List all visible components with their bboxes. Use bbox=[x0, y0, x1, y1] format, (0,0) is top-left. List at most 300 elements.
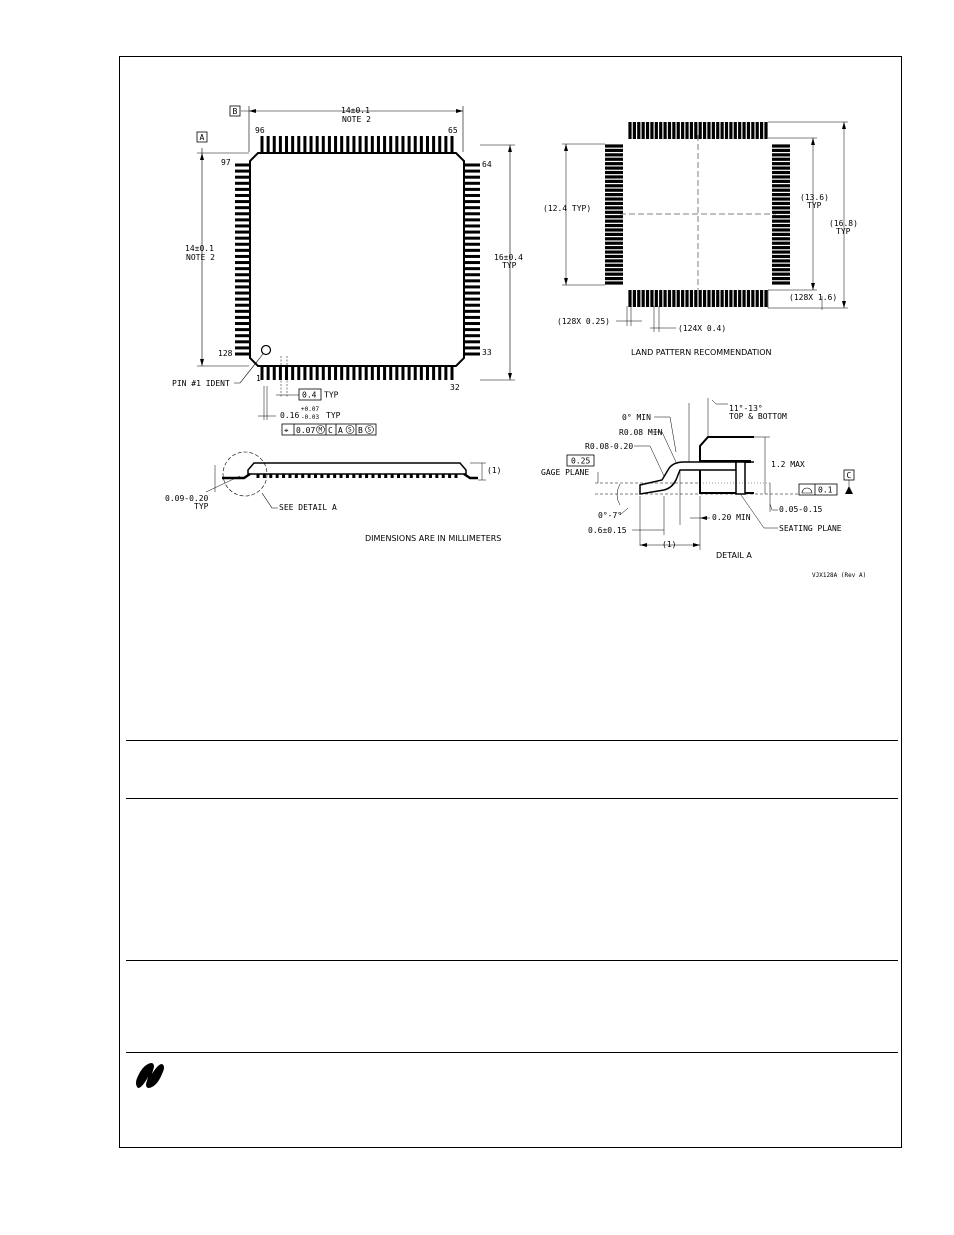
span-dimension: 16±0.4 bbox=[494, 253, 523, 262]
pad bbox=[605, 233, 623, 236]
side-lead bbox=[403, 474, 406, 478]
pad bbox=[772, 277, 790, 280]
fcf-datum-b: B bbox=[358, 426, 363, 435]
fcf-rfs-1: S bbox=[348, 426, 352, 434]
lead bbox=[235, 231, 250, 234]
pad bbox=[605, 250, 623, 253]
lead bbox=[464, 267, 480, 270]
lead bbox=[464, 261, 480, 264]
lead bbox=[346, 366, 349, 380]
side-lead bbox=[257, 474, 260, 478]
pad bbox=[605, 149, 623, 152]
lead bbox=[235, 273, 250, 276]
leads-bottom-row bbox=[261, 366, 454, 380]
fcf-rfs-2: S bbox=[367, 426, 372, 434]
pin1-ident-label: PIN #1 IDENT bbox=[172, 379, 230, 388]
pad bbox=[734, 290, 737, 307]
pad bbox=[772, 197, 790, 200]
lead bbox=[395, 366, 398, 380]
pad bbox=[605, 237, 623, 240]
min-angle: 0° MIN bbox=[622, 413, 651, 422]
pitch-typ: TYP bbox=[324, 390, 339, 400]
lead bbox=[464, 279, 480, 282]
side-lead bbox=[416, 474, 419, 478]
pad bbox=[772, 264, 790, 267]
pitch-value: 0.4 bbox=[302, 390, 317, 400]
pad bbox=[772, 273, 790, 276]
lead bbox=[235, 298, 250, 301]
pad bbox=[605, 268, 623, 271]
pad bbox=[605, 211, 623, 214]
pad bbox=[605, 277, 623, 280]
lead bbox=[235, 292, 250, 295]
lead bbox=[401, 366, 404, 380]
lead bbox=[389, 136, 392, 153]
pad bbox=[605, 144, 623, 147]
fcf-datum-c: C bbox=[328, 426, 333, 435]
see-detail-label: SEE DETAIL A bbox=[279, 503, 337, 512]
standoff: 0.05-0.15 bbox=[779, 505, 823, 514]
pad bbox=[605, 273, 623, 276]
pad bbox=[663, 290, 666, 307]
lead bbox=[322, 366, 325, 380]
pad bbox=[605, 259, 623, 262]
side-lead bbox=[288, 474, 291, 478]
pad bbox=[772, 220, 790, 223]
lead bbox=[464, 353, 480, 356]
side-lead bbox=[269, 474, 272, 478]
pad bbox=[642, 290, 645, 307]
lead bbox=[352, 136, 355, 153]
foot-reference: (1) bbox=[662, 540, 677, 549]
side-lead bbox=[423, 474, 426, 478]
side-lead bbox=[327, 474, 330, 478]
side-lead bbox=[442, 474, 445, 478]
lead bbox=[322, 136, 325, 153]
lead-thickness: 0.09-0.20 bbox=[165, 494, 209, 503]
lead bbox=[235, 249, 250, 252]
side-lead bbox=[371, 474, 374, 478]
units-note: DIMENSIONS ARE IN MILLIMETERS bbox=[365, 534, 502, 543]
detail-lead bbox=[640, 462, 750, 494]
land-width-typ: (12.4 TYP) bbox=[543, 204, 592, 213]
pads-left-column bbox=[605, 144, 623, 284]
pad bbox=[772, 237, 790, 240]
leads-top-row bbox=[261, 136, 454, 153]
detail-a bbox=[541, 398, 866, 579]
pad bbox=[677, 122, 680, 139]
lead bbox=[464, 304, 480, 307]
lead bbox=[464, 212, 480, 215]
pad bbox=[605, 264, 623, 267]
pad bbox=[633, 122, 636, 139]
pad bbox=[772, 162, 790, 165]
lead bbox=[334, 366, 337, 380]
lead-tol-plus: +0.07 bbox=[301, 406, 320, 413]
side-view bbox=[165, 452, 501, 543]
detail-a-caption: DETAIL A bbox=[716, 551, 752, 560]
side-lead bbox=[320, 474, 323, 478]
pad bbox=[772, 224, 790, 227]
lead bbox=[464, 200, 480, 203]
lead-width: 0.16 bbox=[280, 411, 300, 420]
lead bbox=[235, 206, 250, 209]
pad bbox=[633, 290, 636, 307]
side-lead bbox=[346, 474, 349, 478]
pad bbox=[772, 228, 790, 231]
height-note: NOTE 2 bbox=[186, 253, 215, 262]
pad bbox=[605, 202, 623, 205]
lead-min: 0.20 MIN bbox=[712, 513, 751, 522]
lead bbox=[235, 237, 250, 240]
pad bbox=[738, 290, 741, 307]
lead bbox=[420, 136, 423, 153]
lead bbox=[235, 261, 250, 264]
lead bbox=[340, 366, 343, 380]
pads-right-column bbox=[772, 144, 790, 284]
feature-control-frame bbox=[282, 424, 376, 435]
lead bbox=[285, 366, 288, 380]
lead bbox=[464, 218, 480, 221]
pad bbox=[605, 166, 623, 169]
lead bbox=[316, 136, 319, 153]
pad bbox=[712, 290, 715, 307]
lead bbox=[235, 279, 250, 282]
side-lead bbox=[448, 474, 451, 478]
pad bbox=[772, 255, 790, 258]
lead bbox=[426, 136, 429, 153]
pad bbox=[716, 122, 719, 139]
lead bbox=[235, 182, 250, 185]
pad bbox=[764, 122, 767, 139]
pad bbox=[772, 158, 790, 161]
pad bbox=[605, 193, 623, 196]
lead bbox=[235, 188, 250, 191]
pin-number-97: 97 bbox=[221, 158, 231, 167]
lead bbox=[464, 170, 480, 173]
pad bbox=[738, 122, 741, 139]
lead bbox=[464, 322, 480, 325]
pad bbox=[642, 122, 645, 139]
lead bbox=[235, 170, 250, 173]
pad bbox=[772, 171, 790, 174]
pad bbox=[772, 206, 790, 209]
pad bbox=[663, 122, 666, 139]
pad bbox=[628, 122, 631, 139]
lead bbox=[261, 366, 264, 380]
pin-number-33: 33 bbox=[482, 348, 492, 357]
lead bbox=[464, 328, 480, 331]
angle-top: 11°-13° bbox=[729, 404, 763, 413]
pad bbox=[772, 233, 790, 236]
pad bbox=[760, 290, 763, 307]
pad bbox=[772, 246, 790, 249]
side-lead bbox=[301, 474, 304, 478]
pad bbox=[655, 290, 658, 307]
pin-number-32: 32 bbox=[450, 383, 460, 392]
lead bbox=[432, 136, 435, 153]
pad-width: (128X 0.25) bbox=[557, 317, 610, 326]
side-lead bbox=[314, 474, 317, 478]
pad bbox=[605, 206, 623, 209]
datum-a-label: A bbox=[199, 133, 205, 142]
pad bbox=[699, 122, 702, 139]
pad bbox=[668, 122, 671, 139]
pad-pitch: (124X 0.4) bbox=[678, 324, 727, 333]
lead bbox=[464, 164, 480, 167]
gage-plane-label: GAGE PLANE bbox=[541, 468, 590, 477]
lead bbox=[464, 249, 480, 252]
side-lead bbox=[365, 474, 368, 478]
lead bbox=[273, 366, 276, 380]
land-pattern bbox=[543, 122, 858, 357]
pad bbox=[699, 290, 702, 307]
lead bbox=[365, 136, 368, 153]
side-lead bbox=[397, 474, 400, 478]
pad bbox=[712, 122, 715, 139]
pad bbox=[747, 290, 750, 307]
fcf-mmc: M bbox=[318, 426, 323, 434]
lead bbox=[464, 340, 480, 343]
pad bbox=[605, 189, 623, 192]
width-dimension: 14±0.1 bbox=[341, 106, 370, 115]
lead bbox=[328, 366, 331, 380]
lead bbox=[464, 206, 480, 209]
lead bbox=[285, 136, 288, 153]
pad bbox=[721, 290, 724, 307]
pad bbox=[672, 122, 675, 139]
lead bbox=[464, 316, 480, 319]
pad bbox=[605, 228, 623, 231]
lead bbox=[464, 194, 480, 197]
lead-width-typ: TYP bbox=[326, 411, 341, 420]
lead bbox=[235, 322, 250, 325]
pad bbox=[729, 122, 732, 139]
lead bbox=[371, 366, 374, 380]
lead bbox=[464, 176, 480, 179]
span-typ: TYP bbox=[502, 261, 517, 270]
pin-number-1: 1 bbox=[256, 374, 261, 383]
side-lead bbox=[276, 474, 279, 478]
leads-left-column bbox=[235, 164, 250, 356]
foot-length: 0.6±0.15 bbox=[588, 526, 627, 535]
lead bbox=[352, 366, 355, 380]
lead bbox=[464, 346, 480, 349]
lead bbox=[235, 218, 250, 221]
width-note: NOTE 2 bbox=[342, 115, 371, 124]
lead bbox=[420, 366, 423, 380]
side-lead bbox=[435, 474, 438, 478]
lead bbox=[334, 136, 337, 153]
height-dimension: 14±0.1 bbox=[185, 244, 214, 253]
divider-4 bbox=[126, 1052, 898, 1053]
package-body bbox=[250, 153, 464, 366]
pad bbox=[716, 290, 719, 307]
pad bbox=[637, 290, 640, 307]
lead bbox=[235, 340, 250, 343]
pad bbox=[772, 250, 790, 253]
side-lead bbox=[455, 474, 458, 478]
lead bbox=[316, 366, 319, 380]
lead bbox=[261, 136, 264, 153]
max-height: 1.2 MAX bbox=[771, 460, 805, 469]
pad bbox=[605, 175, 623, 178]
seating-plane-label: SEATING PLANE bbox=[779, 524, 842, 533]
pad bbox=[694, 290, 697, 307]
lead bbox=[235, 224, 250, 227]
pad bbox=[747, 122, 750, 139]
lead bbox=[273, 136, 276, 153]
lead bbox=[310, 366, 313, 380]
pad bbox=[764, 290, 767, 307]
lead bbox=[267, 136, 270, 153]
radius-min: R0.08 MIN bbox=[619, 428, 663, 437]
pads-bottom-row bbox=[628, 290, 767, 307]
pad bbox=[605, 180, 623, 183]
lead bbox=[464, 310, 480, 313]
lead bbox=[438, 136, 441, 153]
pad bbox=[685, 290, 688, 307]
national-semiconductor-logo-icon bbox=[134, 1058, 166, 1092]
land-inner-typ: TYP bbox=[807, 201, 822, 210]
pad bbox=[772, 193, 790, 196]
lead bbox=[464, 292, 480, 295]
lead bbox=[235, 334, 250, 337]
pad bbox=[734, 122, 737, 139]
pad bbox=[772, 149, 790, 152]
pad bbox=[646, 290, 649, 307]
pad bbox=[681, 122, 684, 139]
pad bbox=[659, 122, 662, 139]
lead bbox=[464, 285, 480, 288]
fcf-tolerance: 0.07 bbox=[296, 426, 316, 435]
lead bbox=[235, 176, 250, 179]
lead bbox=[235, 310, 250, 313]
lead bbox=[235, 304, 250, 307]
angle-top-note: TOP & BOTTOM bbox=[729, 412, 787, 421]
pad bbox=[672, 290, 675, 307]
pad bbox=[772, 215, 790, 218]
pad bbox=[605, 242, 623, 245]
lead bbox=[235, 316, 250, 319]
lead bbox=[235, 164, 250, 167]
lead bbox=[438, 366, 441, 380]
lead bbox=[340, 136, 343, 153]
lead bbox=[235, 328, 250, 331]
land-pattern-caption: LAND PATTERN RECOMMENDATION bbox=[631, 348, 772, 357]
datum-b-label: B bbox=[232, 107, 238, 116]
lead bbox=[235, 267, 250, 270]
lead bbox=[464, 255, 480, 258]
lead bbox=[377, 366, 380, 380]
side-lead bbox=[282, 474, 285, 478]
pin-number-96: 96 bbox=[255, 126, 265, 135]
side-lead bbox=[352, 474, 355, 478]
lead-thickness-typ: TYP bbox=[194, 502, 209, 511]
pad-length: (128X 1.6) bbox=[789, 293, 838, 302]
lead bbox=[383, 366, 386, 380]
pad bbox=[655, 122, 658, 139]
lead bbox=[359, 366, 362, 380]
pad bbox=[605, 281, 623, 284]
side-lead bbox=[340, 474, 343, 478]
side-lead bbox=[410, 474, 413, 478]
side-lead-left bbox=[222, 474, 250, 478]
pad bbox=[628, 290, 631, 307]
lead bbox=[464, 243, 480, 246]
lead bbox=[328, 136, 331, 153]
pad bbox=[756, 122, 759, 139]
lead bbox=[444, 366, 447, 380]
pad bbox=[605, 215, 623, 218]
pad bbox=[605, 158, 623, 161]
pad bbox=[742, 122, 745, 139]
pad bbox=[605, 255, 623, 258]
pad bbox=[751, 290, 754, 307]
pad bbox=[772, 166, 790, 169]
lead bbox=[235, 200, 250, 203]
lead bbox=[235, 194, 250, 197]
side-lead bbox=[295, 474, 298, 478]
lead bbox=[444, 136, 447, 153]
pad bbox=[760, 122, 763, 139]
pad bbox=[659, 290, 662, 307]
lead bbox=[359, 136, 362, 153]
side-lead bbox=[333, 474, 336, 478]
side-lead bbox=[378, 474, 381, 478]
lead bbox=[297, 136, 300, 153]
lead bbox=[464, 237, 480, 240]
pad bbox=[725, 290, 728, 307]
side-lead bbox=[308, 474, 311, 478]
datum-c-label: C bbox=[846, 471, 852, 480]
lead-tol-minus: -0.03 bbox=[301, 414, 320, 421]
pad bbox=[637, 122, 640, 139]
pad bbox=[681, 290, 684, 307]
pad bbox=[729, 290, 732, 307]
pad bbox=[772, 175, 790, 178]
pad bbox=[772, 281, 790, 284]
foot-angle: 0°-7° bbox=[598, 511, 623, 520]
pad bbox=[772, 184, 790, 187]
side-lead bbox=[429, 474, 432, 478]
lead bbox=[291, 366, 294, 380]
pad bbox=[707, 122, 710, 139]
land-inner-span: (13.6) bbox=[800, 193, 829, 202]
pad bbox=[725, 122, 728, 139]
lead bbox=[235, 212, 250, 215]
pad bbox=[703, 122, 706, 139]
gage-value: 0.25 bbox=[571, 456, 591, 466]
lead bbox=[464, 273, 480, 276]
position-tolerance-icon: ⌖ bbox=[284, 426, 289, 435]
lead bbox=[464, 224, 480, 227]
lead bbox=[310, 136, 313, 153]
pin-number-64: 64 bbox=[482, 160, 492, 169]
pad bbox=[751, 122, 754, 139]
lead bbox=[464, 231, 480, 234]
lead bbox=[303, 136, 306, 153]
land-outer-typ: TYP bbox=[836, 227, 851, 236]
lead bbox=[235, 353, 250, 356]
pin-number-128: 128 bbox=[218, 349, 233, 358]
pad bbox=[772, 153, 790, 156]
pin-number-65: 65 bbox=[448, 126, 458, 135]
lead bbox=[389, 366, 392, 380]
lead bbox=[297, 366, 300, 380]
pad bbox=[756, 290, 759, 307]
pad bbox=[650, 122, 653, 139]
